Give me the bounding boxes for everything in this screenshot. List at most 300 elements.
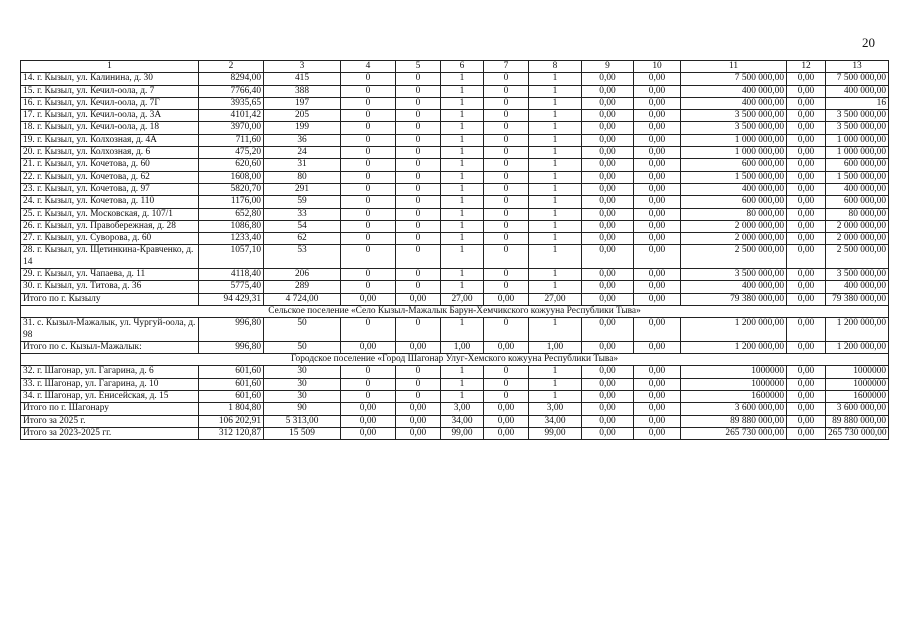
cell-address: 18. г. Кызыл, ул. Кечил-оола, д. 18 bbox=[21, 122, 199, 134]
cell-c8: 1 bbox=[529, 245, 582, 269]
table-row bbox=[21, 171, 889, 183]
cell-c10: 0,00 bbox=[634, 220, 681, 232]
cell-c7: 0 bbox=[484, 183, 529, 195]
cell-c9: 0,00 bbox=[582, 427, 634, 439]
cell-area: 1057,10 bbox=[199, 245, 264, 269]
cell-c8: 1 bbox=[529, 110, 582, 122]
cell-c12: 0,00 bbox=[787, 403, 826, 415]
cell-c5: 0 bbox=[396, 208, 441, 220]
table-row bbox=[21, 122, 889, 134]
cell-c10: 0,00 bbox=[634, 427, 681, 439]
total-row bbox=[21, 415, 889, 427]
cell-c13: 600 000,00 bbox=[826, 196, 889, 208]
cell-c13: 16 bbox=[826, 97, 889, 109]
cell-c12: 0,00 bbox=[787, 159, 826, 171]
cell-c5: 0 bbox=[396, 147, 441, 159]
cell-c4: 0,00 bbox=[341, 403, 396, 415]
cell-c13: 79 380 000,00 bbox=[826, 293, 889, 305]
cell-address: Итого по с. Кызыл-Мажалык: bbox=[21, 341, 199, 353]
cell-c6: 27,00 bbox=[441, 293, 484, 305]
cell-c9: 0,00 bbox=[582, 415, 634, 427]
cell-area: 475,20 bbox=[199, 147, 264, 159]
cell-c4: 0 bbox=[341, 269, 396, 281]
cell-c13: 1 200 000,00 bbox=[826, 341, 889, 353]
cell-c6: 1 bbox=[441, 122, 484, 134]
cell-residents: 199 bbox=[264, 122, 341, 134]
cell-c11: 400 000,00 bbox=[681, 97, 787, 109]
cell-area: 4118,40 bbox=[199, 269, 264, 281]
cell-area: 1176,00 bbox=[199, 196, 264, 208]
cell-c12: 0,00 bbox=[787, 196, 826, 208]
cell-c13: 1 000 000,00 bbox=[826, 134, 889, 146]
cell-c9: 0,00 bbox=[582, 281, 634, 293]
cell-c9: 0,00 bbox=[582, 233, 634, 245]
cell-c12: 0,00 bbox=[787, 281, 826, 293]
cell-c6: 1 bbox=[441, 147, 484, 159]
cell-c13: 1600000 bbox=[826, 391, 889, 403]
cell-residents: 289 bbox=[264, 281, 341, 293]
cell-c12: 0,00 bbox=[787, 110, 826, 122]
cell-c6: 1 bbox=[441, 73, 484, 85]
table-row bbox=[21, 110, 889, 122]
total-row bbox=[21, 293, 889, 305]
cell-c10: 0,00 bbox=[634, 183, 681, 195]
cell-residents: 59 bbox=[264, 196, 341, 208]
cell-c13: 89 880 000,00 bbox=[826, 415, 889, 427]
cell-area: 996,80 bbox=[199, 341, 264, 353]
cell-c5: 0,00 bbox=[396, 403, 441, 415]
cell-c5: 0 bbox=[396, 159, 441, 171]
table-row bbox=[21, 134, 889, 146]
cell-c11: 3 600 000,00 bbox=[681, 403, 787, 415]
cell-residents: 197 bbox=[264, 97, 341, 109]
cell-c10: 0,00 bbox=[634, 147, 681, 159]
cell-c11: 7 500 000,00 bbox=[681, 73, 787, 85]
cell-c6: 1 bbox=[441, 171, 484, 183]
cell-c7: 0,00 bbox=[484, 341, 529, 353]
cell-c12: 0,00 bbox=[787, 97, 826, 109]
section-heading-row bbox=[21, 305, 889, 317]
cell-c10: 0,00 bbox=[634, 97, 681, 109]
cell-address: 17. г. Кызыл, ул. Кечил-оола, д. 3А bbox=[21, 110, 199, 122]
cell-address: 27. г. Кызыл, ул. Суворова, д. 60 bbox=[21, 233, 199, 245]
cell-c11: 3 500 000,00 bbox=[681, 269, 787, 281]
cell-c8: 1 bbox=[529, 147, 582, 159]
cell-c6: 1 bbox=[441, 233, 484, 245]
cell-c5: 0 bbox=[396, 171, 441, 183]
cell-c9: 0,00 bbox=[582, 110, 634, 122]
cell-c5: 0,00 bbox=[396, 293, 441, 305]
cell-c10: 0,00 bbox=[634, 341, 681, 353]
cell-c5: 0,00 bbox=[396, 427, 441, 439]
cell-c9: 0,00 bbox=[582, 122, 634, 134]
cell-area: 601,60 bbox=[199, 391, 264, 403]
cell-c11: 1 500 000,00 bbox=[681, 171, 787, 183]
cell-address: 15. г. Кызыл, ул. Кечил-оола, д. 7 bbox=[21, 85, 199, 97]
table-row bbox=[21, 159, 889, 171]
cell-c7: 0 bbox=[484, 134, 529, 146]
cell-address: Итого за 2025 г. bbox=[21, 415, 199, 427]
cell-c5: 0 bbox=[396, 391, 441, 403]
cell-c11: 80 000,00 bbox=[681, 208, 787, 220]
cell-c9: 0,00 bbox=[582, 245, 634, 269]
cell-c13: 1000000 bbox=[826, 366, 889, 378]
cell-area: 4101,42 bbox=[199, 110, 264, 122]
cell-c7: 0,00 bbox=[484, 293, 529, 305]
cell-c12: 0,00 bbox=[787, 171, 826, 183]
cell-c5: 0 bbox=[396, 233, 441, 245]
cell-c4: 0 bbox=[341, 85, 396, 97]
cell-c11: 1600000 bbox=[681, 391, 787, 403]
cell-c9: 0,00 bbox=[582, 220, 634, 232]
cell-c4: 0 bbox=[341, 97, 396, 109]
cell-c10: 0,00 bbox=[634, 403, 681, 415]
cell-c5: 0 bbox=[396, 245, 441, 269]
cell-address: 23. г. Кызыл, ул. Кочетова, д. 97 bbox=[21, 183, 199, 195]
cell-c10: 0,00 bbox=[634, 391, 681, 403]
table-row bbox=[21, 391, 889, 403]
cell-c8: 1 bbox=[529, 391, 582, 403]
column-number-3: 3 bbox=[264, 61, 341, 73]
cell-c6: 1 bbox=[441, 196, 484, 208]
cell-residents: 31 bbox=[264, 159, 341, 171]
cell-c5: 0 bbox=[396, 220, 441, 232]
cell-c9: 0,00 bbox=[582, 159, 634, 171]
cell-c11: 1000000 bbox=[681, 378, 787, 390]
cell-c5: 0 bbox=[396, 366, 441, 378]
cell-address: 34. г. Шагонар, ул. Енисейская, д. 15 bbox=[21, 391, 199, 403]
cell-c4: 0 bbox=[341, 147, 396, 159]
cell-c5: 0 bbox=[396, 196, 441, 208]
table-row bbox=[21, 220, 889, 232]
cell-c12: 0,00 bbox=[787, 122, 826, 134]
cell-c8: 1 bbox=[529, 97, 582, 109]
cell-c8: 1 bbox=[529, 159, 582, 171]
cell-c7: 0 bbox=[484, 269, 529, 281]
cell-c13: 3 500 000,00 bbox=[826, 110, 889, 122]
cell-area: 3935,65 bbox=[199, 97, 264, 109]
column-number-7: 7 bbox=[484, 61, 529, 73]
cell-c7: 0 bbox=[484, 245, 529, 269]
cell-c8: 1 bbox=[529, 183, 582, 195]
cell-c10: 0,00 bbox=[634, 281, 681, 293]
cell-c7: 0 bbox=[484, 97, 529, 109]
cell-c10: 0,00 bbox=[634, 159, 681, 171]
table-row bbox=[21, 269, 889, 281]
cell-c7: 0 bbox=[484, 220, 529, 232]
cell-c8: 1 bbox=[529, 366, 582, 378]
cell-c8: 1 bbox=[529, 122, 582, 134]
section-heading: Сельское поселение «Село Кызыл-Мажалык Барун-Хемчикского кожууна Республики Тыва» bbox=[21, 305, 889, 317]
cell-address: 33. г. Шагонар, ул. Гагарина, д. 10 bbox=[21, 378, 199, 390]
cell-c4: 0 bbox=[341, 122, 396, 134]
cell-area: 5775,40 bbox=[199, 281, 264, 293]
cell-c12: 0,00 bbox=[787, 415, 826, 427]
cell-area: 1 804,80 bbox=[199, 403, 264, 415]
cell-c9: 0,00 bbox=[582, 403, 634, 415]
cell-c13: 3 500 000,00 bbox=[826, 269, 889, 281]
table-row bbox=[21, 97, 889, 109]
cell-c7: 0,00 bbox=[484, 427, 529, 439]
total-row bbox=[21, 341, 889, 353]
cell-c4: 0 bbox=[341, 318, 396, 342]
cell-c12: 0,00 bbox=[787, 341, 826, 353]
cell-c9: 0,00 bbox=[582, 293, 634, 305]
cell-c6: 1 bbox=[441, 97, 484, 109]
cell-c6: 1 bbox=[441, 208, 484, 220]
cell-c4: 0 bbox=[341, 220, 396, 232]
cell-residents: 291 bbox=[264, 183, 341, 195]
cell-area: 1608,00 bbox=[199, 171, 264, 183]
cell-residents: 205 bbox=[264, 110, 341, 122]
cell-c11: 79 380 000,00 bbox=[681, 293, 787, 305]
cell-c6: 1 bbox=[441, 183, 484, 195]
total-row bbox=[21, 403, 889, 415]
cell-c5: 0 bbox=[396, 183, 441, 195]
table-row bbox=[21, 245, 889, 269]
total-row bbox=[21, 427, 889, 439]
cell-c13: 400 000,00 bbox=[826, 281, 889, 293]
cell-c12: 0,00 bbox=[787, 85, 826, 97]
cell-residents: 30 bbox=[264, 366, 341, 378]
page-number: 20 bbox=[862, 35, 875, 50]
cell-area: 8294,00 bbox=[199, 73, 264, 85]
cell-c5: 0 bbox=[396, 110, 441, 122]
cell-c11: 2 000 000,00 bbox=[681, 233, 787, 245]
cell-c10: 0,00 bbox=[634, 85, 681, 97]
cell-c4: 0,00 bbox=[341, 427, 396, 439]
cell-c7: 0 bbox=[484, 122, 529, 134]
cell-c7: 0,00 bbox=[484, 403, 529, 415]
cell-c7: 0 bbox=[484, 378, 529, 390]
cell-c10: 0,00 bbox=[634, 73, 681, 85]
cell-c11: 1 000 000,00 bbox=[681, 147, 787, 159]
data-table bbox=[20, 60, 889, 440]
cell-c9: 0,00 bbox=[582, 318, 634, 342]
cell-c7: 0 bbox=[484, 110, 529, 122]
cell-c12: 0,00 bbox=[787, 183, 826, 195]
cell-address: Итого по г. Шагонару bbox=[21, 403, 199, 415]
cell-c6: 1 bbox=[441, 220, 484, 232]
column-number-1: 1 bbox=[21, 61, 199, 73]
cell-residents: 5 313,00 bbox=[264, 415, 341, 427]
cell-c12: 0,00 bbox=[787, 233, 826, 245]
cell-address: 16. г. Кызыл, ул. Кечил-оола, д. 7Г bbox=[21, 97, 199, 109]
cell-c10: 0,00 bbox=[634, 233, 681, 245]
cell-area: 1086,80 bbox=[199, 220, 264, 232]
cell-c9: 0,00 bbox=[582, 341, 634, 353]
cell-c8: 1 bbox=[529, 318, 582, 342]
cell-c6: 1 bbox=[441, 245, 484, 269]
cell-residents: 36 bbox=[264, 134, 341, 146]
cell-c11: 1 000 000,00 bbox=[681, 134, 787, 146]
cell-c10: 0,00 bbox=[634, 293, 681, 305]
cell-c4: 0 bbox=[341, 196, 396, 208]
cell-c12: 0,00 bbox=[787, 245, 826, 269]
cell-residents: 53 bbox=[264, 245, 341, 269]
cell-residents: 4 724,00 bbox=[264, 293, 341, 305]
cell-c8: 27,00 bbox=[529, 293, 582, 305]
cell-c13: 1 500 000,00 bbox=[826, 171, 889, 183]
cell-address: 29. г. Кызыл, ул. Чапаева, д. 11 bbox=[21, 269, 199, 281]
cell-c9: 0,00 bbox=[582, 73, 634, 85]
table-row bbox=[21, 281, 889, 293]
cell-c8: 1 bbox=[529, 281, 582, 293]
cell-c6: 1 bbox=[441, 366, 484, 378]
cell-c12: 0,00 bbox=[787, 391, 826, 403]
cell-c13: 1 200 000,00 bbox=[826, 318, 889, 342]
cell-c11: 3 500 000,00 bbox=[681, 122, 787, 134]
cell-c9: 0,00 bbox=[582, 134, 634, 146]
cell-area: 601,60 bbox=[199, 366, 264, 378]
cell-residents: 30 bbox=[264, 378, 341, 390]
cell-residents: 62 bbox=[264, 233, 341, 245]
cell-residents: 415 bbox=[264, 73, 341, 85]
cell-c5: 0 bbox=[396, 378, 441, 390]
cell-c4: 0 bbox=[341, 378, 396, 390]
cell-c11: 600 000,00 bbox=[681, 159, 787, 171]
cell-address: 21. г. Кызыл, ул. Кочетова, д. 60 bbox=[21, 159, 199, 171]
cell-c6: 34,00 bbox=[441, 415, 484, 427]
table-row bbox=[21, 318, 889, 342]
cell-area: 94 429,31 bbox=[199, 293, 264, 305]
cell-c6: 3,00 bbox=[441, 403, 484, 415]
cell-area: 620,60 bbox=[199, 159, 264, 171]
cell-c9: 0,00 bbox=[582, 85, 634, 97]
cell-c9: 0,00 bbox=[582, 208, 634, 220]
cell-c12: 0,00 bbox=[787, 293, 826, 305]
table-row bbox=[21, 85, 889, 97]
table-row bbox=[21, 208, 889, 220]
cell-c13: 7 500 000,00 bbox=[826, 73, 889, 85]
column-number-2: 2 bbox=[199, 61, 264, 73]
cell-address: Итого за 2023-2025 гг. bbox=[21, 427, 199, 439]
cell-c6: 99,00 bbox=[441, 427, 484, 439]
cell-c4: 0 bbox=[341, 391, 396, 403]
cell-c12: 0,00 bbox=[787, 134, 826, 146]
cell-c5: 0 bbox=[396, 269, 441, 281]
cell-area: 5820,70 bbox=[199, 183, 264, 195]
cell-c12: 0,00 bbox=[787, 73, 826, 85]
cell-c13: 400 000,00 bbox=[826, 85, 889, 97]
cell-c8: 1,00 bbox=[529, 341, 582, 353]
cell-c8: 1 bbox=[529, 196, 582, 208]
cell-c12: 0,00 bbox=[787, 318, 826, 342]
cell-c4: 0,00 bbox=[341, 293, 396, 305]
column-number-8: 8 bbox=[529, 61, 582, 73]
cell-c13: 600 000,00 bbox=[826, 159, 889, 171]
cell-c6: 1 bbox=[441, 378, 484, 390]
cell-area: 711,60 bbox=[199, 134, 264, 146]
cell-c9: 0,00 bbox=[582, 147, 634, 159]
column-number-10: 10 bbox=[634, 61, 681, 73]
cell-residents: 15 509 bbox=[264, 427, 341, 439]
cell-c7: 0 bbox=[484, 281, 529, 293]
cell-c11: 89 880 000,00 bbox=[681, 415, 787, 427]
cell-c4: 0 bbox=[341, 245, 396, 269]
column-number-13: 13 bbox=[826, 61, 889, 73]
cell-c13: 2 000 000,00 bbox=[826, 220, 889, 232]
cell-residents: 206 bbox=[264, 269, 341, 281]
cell-c6: 1,00 bbox=[441, 341, 484, 353]
cell-c11: 2 000 000,00 bbox=[681, 220, 787, 232]
column-number-6: 6 bbox=[441, 61, 484, 73]
cell-c7: 0 bbox=[484, 171, 529, 183]
cell-residents: 54 bbox=[264, 220, 341, 232]
table-row bbox=[21, 183, 889, 195]
cell-c4: 0 bbox=[341, 110, 396, 122]
cell-c11: 1 200 000,00 bbox=[681, 318, 787, 342]
cell-area: 601,60 bbox=[199, 378, 264, 390]
cell-c10: 0,00 bbox=[634, 171, 681, 183]
cell-c6: 1 bbox=[441, 269, 484, 281]
cell-c4: 0 bbox=[341, 134, 396, 146]
cell-c11: 1 200 000,00 bbox=[681, 341, 787, 353]
cell-address: 25. г. Кызыл, ул. Московская, д. 107/1 bbox=[21, 208, 199, 220]
table-header-row bbox=[21, 61, 889, 73]
cell-c7: 0 bbox=[484, 391, 529, 403]
cell-c5: 0,00 bbox=[396, 341, 441, 353]
cell-c6: 1 bbox=[441, 281, 484, 293]
cell-c13: 1 000 000,00 bbox=[826, 147, 889, 159]
cell-area: 106 202,91 bbox=[199, 415, 264, 427]
cell-residents: 80 bbox=[264, 171, 341, 183]
cell-c7: 0 bbox=[484, 159, 529, 171]
cell-c11: 600 000,00 bbox=[681, 196, 787, 208]
cell-c10: 0,00 bbox=[634, 134, 681, 146]
cell-c9: 0,00 bbox=[582, 391, 634, 403]
cell-c10: 0,00 bbox=[634, 196, 681, 208]
cell-c9: 0,00 bbox=[582, 171, 634, 183]
cell-address: 31. с. Кызыл-Мажалык, ул. Чургуй-оола, д. 98 bbox=[21, 318, 199, 342]
cell-c6: 1 bbox=[441, 110, 484, 122]
cell-c7: 0 bbox=[484, 318, 529, 342]
cell-c6: 1 bbox=[441, 134, 484, 146]
cell-c12: 0,00 bbox=[787, 147, 826, 159]
cell-address: 19. г. Кызыл, ул. Колхозная, д. 4А bbox=[21, 134, 199, 146]
cell-c7: 0 bbox=[484, 196, 529, 208]
cell-c8: 1 bbox=[529, 208, 582, 220]
section-heading-row bbox=[21, 354, 889, 366]
cell-residents: 30 bbox=[264, 391, 341, 403]
cell-c5: 0 bbox=[396, 281, 441, 293]
cell-c6: 1 bbox=[441, 318, 484, 342]
table-row bbox=[21, 196, 889, 208]
cell-c10: 0,00 bbox=[634, 110, 681, 122]
cell-c5: 0 bbox=[396, 73, 441, 85]
cell-c9: 0,00 bbox=[582, 378, 634, 390]
cell-c7: 0 bbox=[484, 366, 529, 378]
cell-c12: 0,00 bbox=[787, 208, 826, 220]
table-row bbox=[21, 147, 889, 159]
cell-c8: 1 bbox=[529, 73, 582, 85]
cell-c13: 80 000,00 bbox=[826, 208, 889, 220]
cell-c13: 3 600 000,00 bbox=[826, 403, 889, 415]
cell-c7: 0 bbox=[484, 73, 529, 85]
cell-c8: 3,00 bbox=[529, 403, 582, 415]
cell-c11: 400 000,00 bbox=[681, 183, 787, 195]
column-number-12: 12 bbox=[787, 61, 826, 73]
cell-c12: 0,00 bbox=[787, 378, 826, 390]
cell-c4: 0,00 bbox=[341, 341, 396, 353]
cell-c8: 99,00 bbox=[529, 427, 582, 439]
cell-c4: 0 bbox=[341, 366, 396, 378]
cell-c12: 0,00 bbox=[787, 220, 826, 232]
cell-address: 20. г. Кызыл, ул. Колхозная, д. 6 bbox=[21, 147, 199, 159]
cell-c5: 0 bbox=[396, 97, 441, 109]
cell-c10: 0,00 bbox=[634, 366, 681, 378]
cell-c8: 1 bbox=[529, 269, 582, 281]
